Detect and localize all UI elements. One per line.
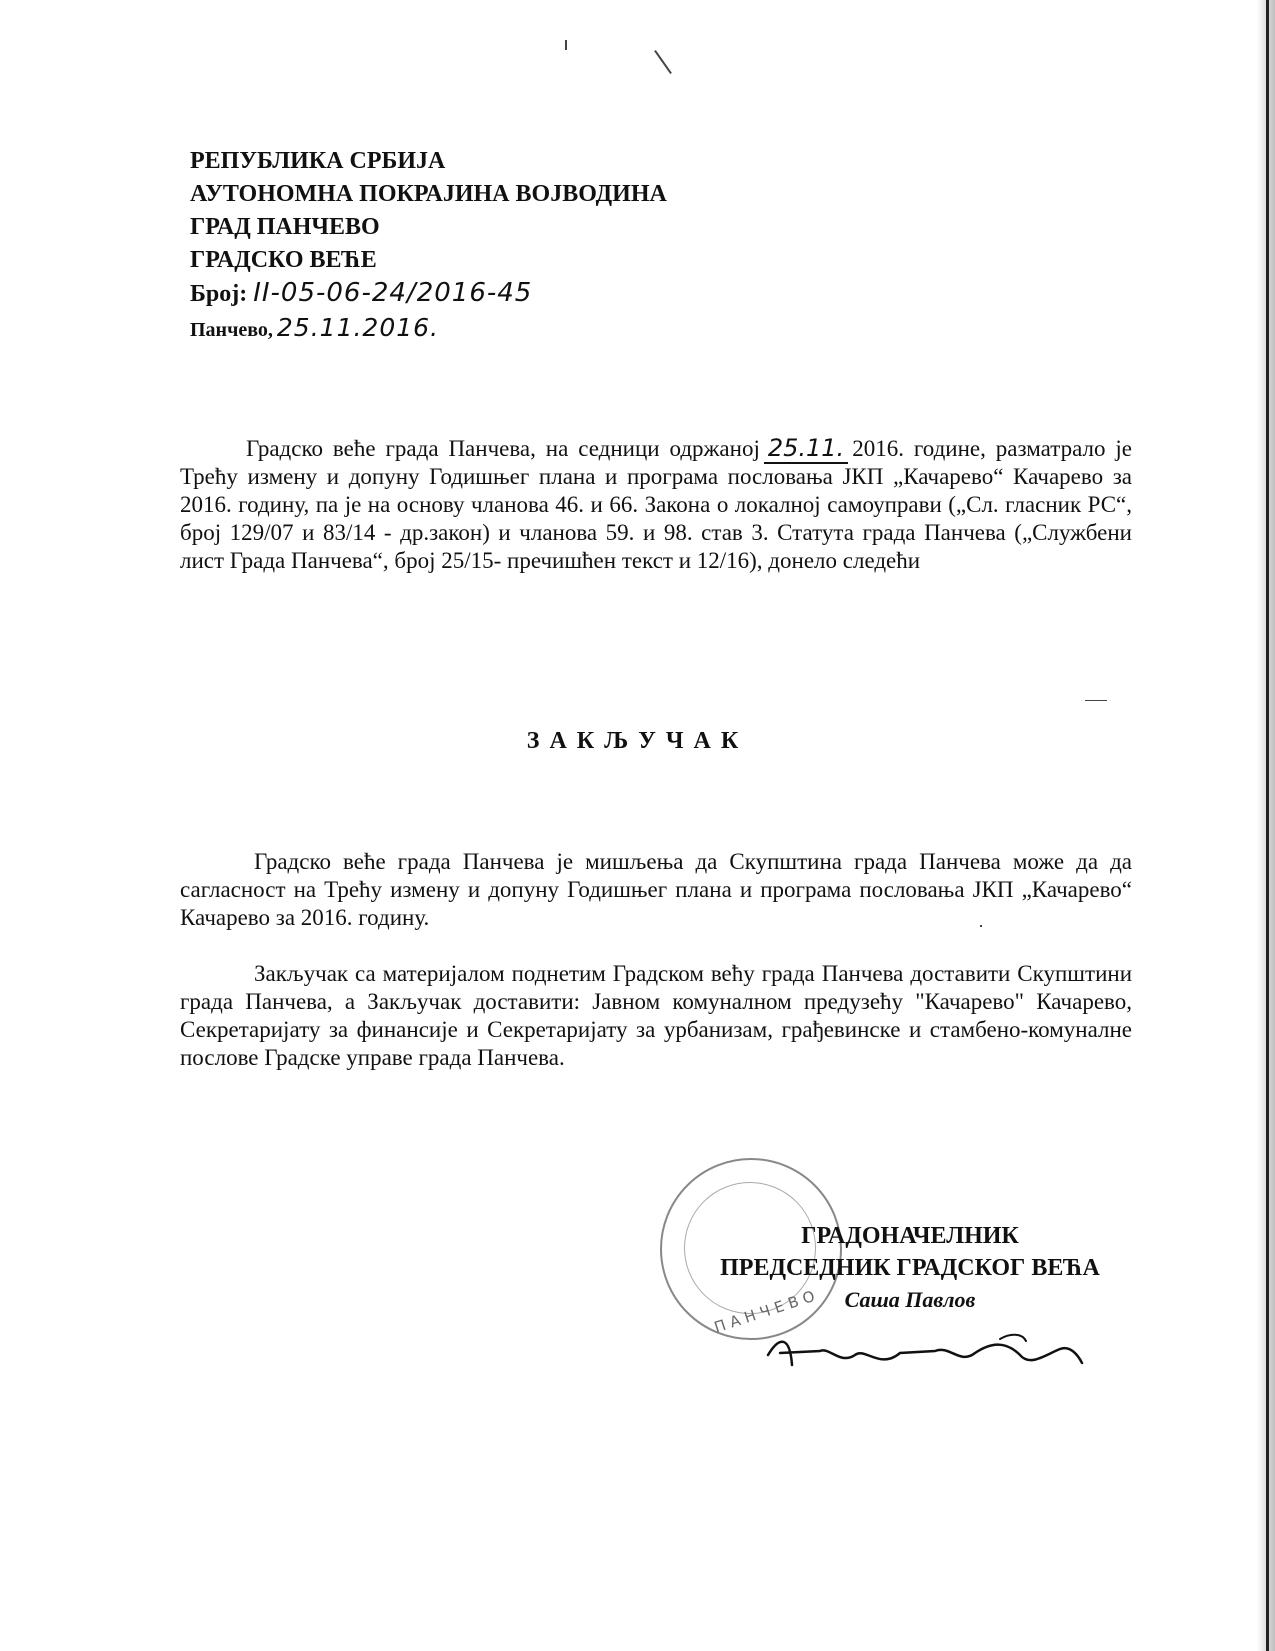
- scan-speck: [654, 50, 672, 74]
- intro-after-date: 2016. године, разматрало је Трећу измену и допуну Годишњег плана и програма пословања ЈКП „Качарево“ Качарево за 2016. годину, па је на основу чланова 46. и 66. Закона о локалној самоуправи („Сл. гласник РС“, број 129/07 и 83/14 - др.закон) и чланова 59. и 98. став 3. Статута града Панчева („Службени лист Града Панчева“, број 25/15- пречишћен текст и 12/16), донело следећи: [180, 436, 1132, 573]
- signature-block: [700, 1220, 1120, 1316]
- conclusion-text: Градско веће града Панчева је мишљења да Скупштина града Панчева може да да сагласност на Трећу измену и допуну Годишњег плана и програма пословања ЈКП „Качарево“ Качарево за 2016. годину.: [180, 849, 1132, 930]
- scan-edge-line: [1266, 0, 1269, 1651]
- document-header: [190, 145, 667, 347]
- stamp-text: ПАНЧЕВО: [711, 1285, 822, 1337]
- header-date-row: [190, 311, 667, 347]
- signatory-title-mayor: ГРАДОНАЧЕЛНИК: [801, 1223, 1019, 1249]
- handwritten-session-date: 25.11.: [764, 434, 848, 464]
- place-label: Панчево,: [190, 319, 273, 341]
- scan-speck: [1085, 700, 1107, 701]
- header-council: ГРАДСКО ВЕЋЕ: [190, 247, 377, 273]
- number-label: Број:: [190, 281, 248, 307]
- intro-paragraph: [180, 434, 1132, 575]
- header-city: ГРАД ПАНЧЕВО: [190, 214, 380, 240]
- conclusion-paragraph: [180, 848, 1132, 932]
- handwritten-signature: [760, 1325, 1090, 1385]
- delivery-paragraph: [180, 960, 1132, 1072]
- delivery-text: Закључак са материјалом поднетим Градском већу града Панчева доставити Скупштини града Панчева, а Закључак доставити: Јавном комуналном предузећу "Качарево" Качарево, Секретаријату за финансије и Секретаријату за урбанизам, грађевинске и стамбено-комуналне послове Градске управе града Панчева.: [180, 961, 1132, 1070]
- intro-before-date: Градско веће града Панчева, на седници одржаној: [246, 436, 760, 461]
- header-province: АУТОНОМНА ПОКРАЈИНА ВОЈВОДИНА: [190, 181, 667, 207]
- header-republic: РЕПУБЛИКА СРБИЈА: [190, 148, 446, 174]
- signatory-title-president: ПРЕДСЕДНИК ГРАДСКОГ ВЕЋА: [720, 1255, 1100, 1281]
- signatory-name: Саша Павлов: [844, 1287, 976, 1312]
- document-title: ЗАКЉУЧАК: [526, 728, 749, 754]
- handwritten-date: 25.11.2016.: [276, 313, 439, 342]
- scan-speck: [565, 40, 567, 50]
- header-number-row: [190, 277, 667, 311]
- handwritten-number: II-05-06-24/2016-45: [253, 278, 533, 308]
